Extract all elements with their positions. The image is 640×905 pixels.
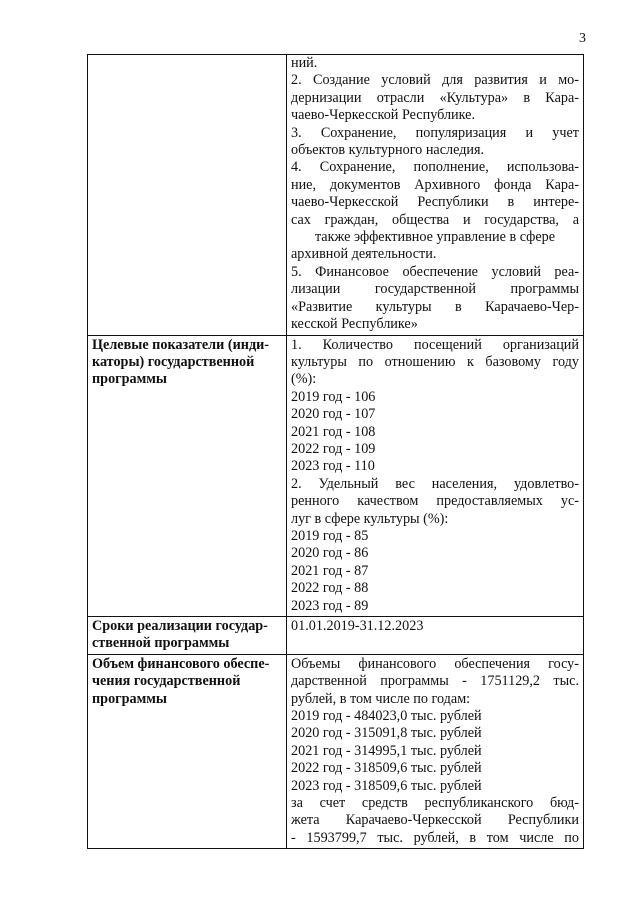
table-row-tasks xyxy=(88,55,584,336)
text-line: 2022 год - 109 xyxy=(291,440,376,457)
text-line: ние, документов Архивного фонда Кара- xyxy=(291,176,579,193)
program-passport-table xyxy=(87,54,584,849)
text-line: (%): xyxy=(291,371,317,388)
funding-value-cell xyxy=(287,654,584,848)
text-line: 2022 год - 318509,6 тыс. рублей xyxy=(291,760,482,777)
text-line: 5. Финансовое обеспечение условий реа- xyxy=(291,263,579,280)
text-line: 2021 год - 108 xyxy=(291,423,376,440)
text-line: 2020 год - 86 xyxy=(291,545,369,562)
text-line: 2022 год - 88 xyxy=(291,580,369,597)
timeline-value-cell xyxy=(287,617,584,655)
text-line: Объемы финансового обеспечения госу- xyxy=(291,655,579,672)
text-line: - 1593799,7 тыс. рублей, в том числе по xyxy=(291,829,579,846)
text-line: «Развитие культуры в Карачаево-Чер- xyxy=(291,298,579,315)
label-line: Объем финансового обеспе- xyxy=(92,655,270,672)
page-number: 3 xyxy=(579,31,586,46)
indicators-label-cell xyxy=(88,335,287,617)
table-row-timeline xyxy=(88,617,584,655)
text-line: сах граждан, общества и государства, а xyxy=(291,211,579,228)
label-line: каторы) государственной xyxy=(92,353,255,370)
label-line: программы xyxy=(92,371,167,388)
tasks-value-cell xyxy=(287,55,584,336)
text-line: жета Карачаево-Черкесской Республики xyxy=(291,812,579,829)
label-line: ственной программы xyxy=(92,635,230,652)
text-line: 3. Сохранение, популяризация и учет xyxy=(291,124,579,141)
text-line: дарственной программы - 1751129,2 тыс. xyxy=(291,673,579,690)
text-line: 2020 год - 315091,8 тыс. рублей xyxy=(291,725,482,742)
text-line: кесской Республике» xyxy=(291,316,418,333)
text-line: рублей, в том числе по годам: xyxy=(291,690,471,707)
text-line: 2020 год - 107 xyxy=(291,406,376,423)
text-line: 2019 год - 85 xyxy=(291,527,369,544)
text-line: 2019 год - 484023,0 тыс. рублей xyxy=(291,708,482,725)
text-line: ренного качеством предоставляемых ус- xyxy=(291,493,579,510)
tasks-label-cell xyxy=(88,55,287,336)
text-line: ний. xyxy=(291,55,318,71)
label-line: программы xyxy=(92,690,167,707)
text-line: лизации государственной программы xyxy=(291,281,579,298)
text-line: чаево-Черкесской Республики в интере- xyxy=(291,194,579,211)
label-line: Сроки реализации государ- xyxy=(92,618,268,634)
text-line: также эффективное управление в сфере xyxy=(314,229,556,246)
text-line: за счет средств республиканского бюд- xyxy=(291,795,579,812)
timeline-label-cell xyxy=(88,617,287,655)
text-line: 2021 год - 314995,1 тыс. рублей xyxy=(291,742,482,759)
text-line: луг в сфере культуры (%): xyxy=(291,510,449,527)
indicators-value-cell xyxy=(287,335,584,617)
text-line: чаево-Черкесской Республике. xyxy=(291,107,476,124)
text-line: 2023 год - 89 xyxy=(291,597,369,614)
text-line: 2. Удельный вес населения, удовлетво- xyxy=(291,475,579,492)
text-line: 2019 год - 106 xyxy=(291,388,376,405)
text-line: архивной деятельности. xyxy=(291,246,437,263)
text-line: 4. Сохранение, пополнение, использова- xyxy=(291,159,579,176)
funding-label-cell xyxy=(88,654,287,848)
text-line: 2023 год - 110 xyxy=(291,458,375,475)
text-line: 2023 год - 318509,6 тыс. рублей xyxy=(291,777,482,794)
label-line: чения государственной xyxy=(92,673,241,690)
table-row-indicators xyxy=(88,335,584,617)
text-line: объектов культурного наследия. xyxy=(291,142,485,159)
timeline-value: 01.01.2019-31.12.2023 xyxy=(291,618,424,634)
label-line: Целевые показатели (инди- xyxy=(92,336,270,353)
text-line: дернизации отрасли «Культура» в Кара- xyxy=(291,89,579,106)
table-row-funding xyxy=(88,654,584,848)
text-line: культуры по отношению к базовому году xyxy=(291,353,579,370)
text-line: 2. Создание условий для развития и мо- xyxy=(291,72,579,89)
text-line: 1. Количество посещений организаций xyxy=(291,336,579,353)
text-line: 2021 год - 87 xyxy=(291,562,369,579)
